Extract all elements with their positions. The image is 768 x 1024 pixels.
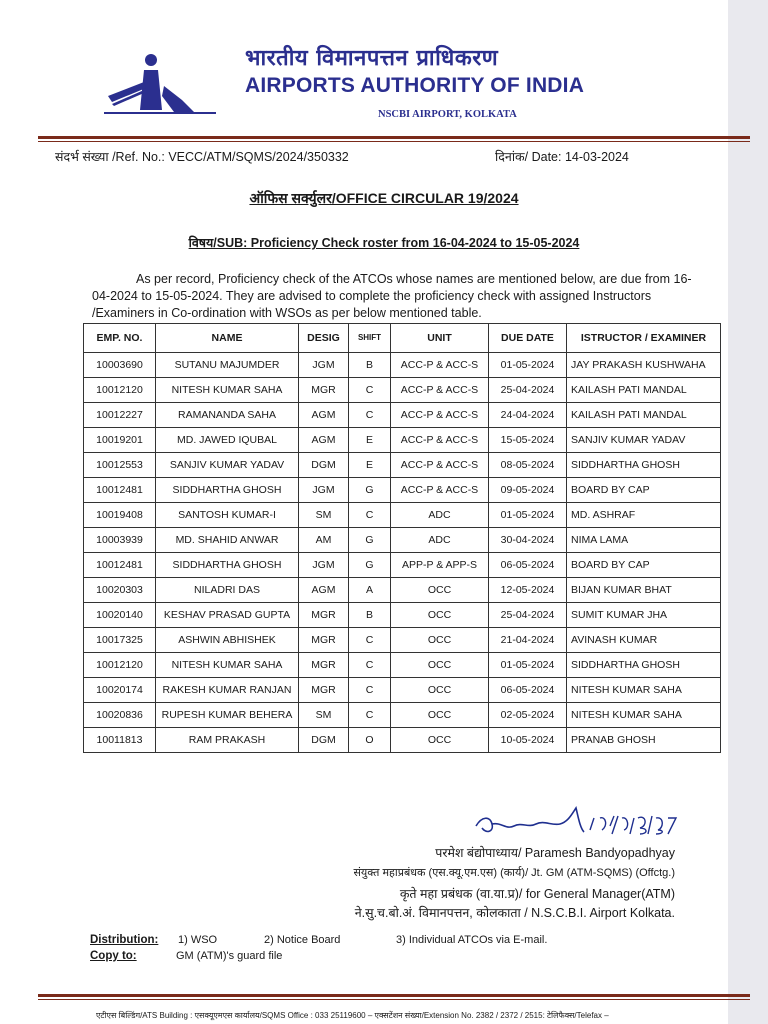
cell-desig: JGM — [299, 553, 349, 578]
cell-due-date: 01-05-2024 — [489, 503, 567, 528]
cell-name: NITESH KUMAR SAHA — [156, 378, 299, 403]
cell-desig: AGM — [299, 428, 349, 453]
table-row — [84, 628, 721, 653]
org-name-english: AIRPORTS AUTHORITY OF INDIA — [245, 74, 585, 97]
cell-instructor: PRANAB GHOSH — [567, 728, 721, 753]
cell-emp-no: 10012120 — [84, 653, 156, 678]
cell-shift: C — [349, 653, 391, 678]
cell-instructor: SUMIT KUMAR JHA — [567, 603, 721, 628]
page-edge — [728, 0, 768, 1024]
cell-name: SIDDHARTHA GHOSH — [156, 478, 299, 503]
table-row — [84, 653, 721, 678]
signatory-designation: संयुक्त महाप्रबंधक (एस.क्यू.एम.एस) (कार्य)/ Jt. GM (ATM-SQMS) (Offctg.) — [353, 867, 675, 879]
cell-instructor: AVINASH KUMAR — [567, 628, 721, 653]
cell-due-date: 25-04-2024 — [489, 378, 567, 403]
cell-name: MD. JAWED IQUBAL — [156, 428, 299, 453]
cell-shift: O — [349, 728, 391, 753]
cell-unit: OCC — [391, 578, 489, 603]
cell-emp-no: 10019201 — [84, 428, 156, 453]
cell-desig: MGR — [299, 653, 349, 678]
cell-desig: AGM — [299, 578, 349, 603]
aai-logo-icon — [104, 52, 216, 118]
cell-shift: C — [349, 628, 391, 653]
cell-unit: ACC-P & ACC-S — [391, 353, 489, 378]
cell-unit: ACC-P & ACC-S — [391, 428, 489, 453]
cell-instructor: JAY PRAKASH KUSHWAHA — [567, 353, 721, 378]
cell-shift: G — [349, 478, 391, 503]
cell-unit: ADC — [391, 528, 489, 553]
table-row — [84, 478, 721, 503]
cell-desig: AM — [299, 528, 349, 553]
signatory-name: परमेश बंद्योपाध्याय/ Paramesh Bandyopadhyay — [435, 846, 675, 860]
table-row — [84, 553, 721, 578]
cell-unit: OCC — [391, 603, 489, 628]
cell-unit: OCC — [391, 653, 489, 678]
cell-instructor: BOARD BY CAP — [567, 553, 721, 578]
cell-instructor: KAILASH PATI MANDAL — [567, 403, 721, 428]
cell-name: SANTOSH KUMAR-I — [156, 503, 299, 528]
body-paragraph: As per record, Proficiency check of the ATCOs whose names are mentioned below, are due from 16-04-2024 to 15-05-2024. They are advised to complete the proficiency check with assigned Instructors /Examiners in Co-ordination with WSOs as per below mentioned table. — [92, 272, 692, 320]
roster-body — [84, 353, 721, 753]
cell-emp-no: 10020140 — [84, 603, 156, 628]
cell-name: RAMANANDA SAHA — [156, 403, 299, 428]
cell-desig: SM — [299, 703, 349, 728]
cell-shift: E — [349, 428, 391, 453]
col-header-shift: SHIFT — [349, 324, 391, 353]
distribution-item: 1) WSO — [178, 934, 218, 946]
cell-due-date: 06-05-2024 — [489, 678, 567, 703]
handwritten-signature — [472, 804, 682, 844]
reference-number: संदर्भ संख्या /Ref. No.: VECC/ATM/SQMS/2024/350332 — [55, 150, 349, 164]
cell-due-date: 09-05-2024 — [489, 478, 567, 503]
cell-desig: SM — [299, 503, 349, 528]
cell-unit: APP-P & APP-S — [391, 553, 489, 578]
col-header-instructor: ISTRUCTOR / EXAMINER — [567, 324, 721, 353]
cell-emp-no: 10017325 — [84, 628, 156, 653]
header-divider — [38, 136, 750, 139]
table-header-row — [84, 324, 721, 353]
cell-instructor: SIDDHARTHA GHOSH — [567, 653, 721, 678]
cell-unit: ACC-P & ACC-S — [391, 403, 489, 428]
cell-due-date: 01-05-2024 — [489, 353, 567, 378]
cell-shift: G — [349, 528, 391, 553]
footer-divider-thin — [38, 999, 750, 1000]
cell-emp-no: 10012553 — [84, 453, 156, 478]
cell-desig: MGR — [299, 678, 349, 703]
cell-instructor: KAILASH PATI MANDAL — [567, 378, 721, 403]
signatory-for-line: कृते महा प्रबंधक (वा.या.प्र)/ for General Manager(ATM) — [399, 887, 675, 901]
table-row — [84, 578, 721, 603]
cell-due-date: 10-05-2024 — [489, 728, 567, 753]
cell-emp-no: 10020303 — [84, 578, 156, 603]
copy-to-label: Copy to: — [90, 950, 137, 962]
cell-unit: OCC — [391, 628, 489, 653]
cell-name: RAM PRAKASH — [156, 728, 299, 753]
cell-name: KESHAV PRASAD GUPTA — [156, 603, 299, 628]
cell-unit: ACC-P & ACC-S — [391, 478, 489, 503]
cell-shift: B — [349, 353, 391, 378]
airport-name: NSCBI AIRPORT, KOLKATA — [378, 109, 517, 120]
distribution-item: 2) Notice Board — [264, 934, 341, 946]
col-header-desig: DESIG — [299, 324, 349, 353]
cell-shift: C — [349, 678, 391, 703]
cell-unit: ADC — [391, 503, 489, 528]
cell-instructor: BIJAN KUMAR BHAT — [567, 578, 721, 603]
cell-desig: MGR — [299, 378, 349, 403]
cell-shift: A — [349, 578, 391, 603]
subject-line: विषय/SUB: Proficiency Check roster from 16-04-2024 to 15-05-2024 — [188, 236, 580, 250]
cell-due-date: 25-04-2024 — [489, 603, 567, 628]
table-row — [84, 503, 721, 528]
table-row — [84, 703, 721, 728]
cell-due-date: 24-04-2024 — [489, 403, 567, 428]
signatory-office: ने.सु.च.बो.अं. विमानपत्तन, कोलकाता / N.S.C.B.I. Airport Kolkata. — [354, 906, 675, 920]
col-header-unit: UNIT — [391, 324, 489, 353]
cell-name: SUTANU MAJUMDER — [156, 353, 299, 378]
roster-table — [83, 323, 721, 753]
cell-name: NITESH KUMAR SAHA — [156, 653, 299, 678]
cell-desig: DGM — [299, 453, 349, 478]
footer-divider — [38, 994, 750, 997]
cell-name: MD. SHAHID ANWAR — [156, 528, 299, 553]
cell-desig: JGM — [299, 353, 349, 378]
cell-desig: MGR — [299, 603, 349, 628]
cell-emp-no: 10012120 — [84, 378, 156, 403]
cell-due-date: 30-04-2024 — [489, 528, 567, 553]
cell-shift: G — [349, 553, 391, 578]
cell-shift: C — [349, 378, 391, 403]
distribution-item: 3) Individual ATCOs via E-mail. — [396, 934, 548, 946]
cell-desig: MGR — [299, 628, 349, 653]
table-row — [84, 728, 721, 753]
cell-name: SANJIV KUMAR YADAV — [156, 453, 299, 478]
cell-desig: AGM — [299, 403, 349, 428]
table-row — [84, 403, 721, 428]
cell-due-date: 21-04-2024 — [489, 628, 567, 653]
cell-unit: OCC — [391, 728, 489, 753]
cell-emp-no: 10011813 — [84, 728, 156, 753]
distribution-label: Distribution: — [90, 934, 159, 946]
cell-shift: C — [349, 403, 391, 428]
cell-due-date: 02-05-2024 — [489, 703, 567, 728]
table-row — [84, 353, 721, 378]
cell-name: SIDDHARTHA GHOSH — [156, 553, 299, 578]
cell-due-date: 08-05-2024 — [489, 453, 567, 478]
cell-instructor: SANJIV KUMAR YADAV — [567, 428, 721, 453]
cell-shift: C — [349, 503, 391, 528]
cell-emp-no: 10012481 — [84, 553, 156, 578]
table-row — [84, 528, 721, 553]
cell-name: RAKESH KUMAR RANJAN — [156, 678, 299, 703]
cell-due-date: 01-05-2024 — [489, 653, 567, 678]
circular-date: दिनांक/ Date: 14-03-2024 — [495, 150, 629, 164]
cell-shift: C — [349, 703, 391, 728]
cell-desig: DGM — [299, 728, 349, 753]
cell-instructor: NITESH KUMAR SAHA — [567, 703, 721, 728]
col-header-emp-no: EMP. NO. — [84, 324, 156, 353]
cell-emp-no: 10012481 — [84, 478, 156, 503]
cell-unit: ACC-P & ACC-S — [391, 378, 489, 403]
cell-unit: OCC — [391, 703, 489, 728]
circular-title: ऑफिस सर्क्युलर/OFFICE CIRCULAR 19/2024 — [249, 190, 519, 206]
footer-contact: एटीएस बिल्डिंग/ATS Building : एसक्यूएमएस कार्यालय/SQMS Office : 033 25119600 – एक्सटेंशन संख्या/Extension No. 2382 / 2372 / 2515: टेलिफैक्स/Telefax – — [96, 1011, 609, 1020]
cell-emp-no: 10012227 — [84, 403, 156, 428]
cell-instructor: NIMA LAMA — [567, 528, 721, 553]
table-row — [84, 453, 721, 478]
table-row — [84, 603, 721, 628]
col-header-due-date: DUE DATE — [489, 324, 567, 353]
cell-emp-no: 10003939 — [84, 528, 156, 553]
table-row — [84, 378, 721, 403]
cell-shift: B — [349, 603, 391, 628]
cell-due-date: 06-05-2024 — [489, 553, 567, 578]
cell-due-date: 15-05-2024 — [489, 428, 567, 453]
table-row — [84, 678, 721, 703]
org-name-hindi: भारतीय विमानपत्तन प्राधिकरण — [245, 46, 499, 71]
cell-shift: E — [349, 453, 391, 478]
cell-emp-no: 10019408 — [84, 503, 156, 528]
cell-emp-no: 10003690 — [84, 353, 156, 378]
cell-emp-no: 10020174 — [84, 678, 156, 703]
cell-due-date: 12-05-2024 — [489, 578, 567, 603]
cell-instructor: SIDDHARTHA GHOSH — [567, 453, 721, 478]
cell-unit: OCC — [391, 678, 489, 703]
cell-name: RUPESH KUMAR BEHERA — [156, 703, 299, 728]
cell-unit: ACC-P & ACC-S — [391, 453, 489, 478]
cell-instructor: NITESH KUMAR SAHA — [567, 678, 721, 703]
table-row — [84, 428, 721, 453]
cell-emp-no: 10020836 — [84, 703, 156, 728]
col-header-name: NAME — [156, 324, 299, 353]
cell-instructor: MD. ASHRAF — [567, 503, 721, 528]
header-divider-thin — [38, 141, 750, 142]
cell-desig: JGM — [299, 478, 349, 503]
cell-instructor: BOARD BY CAP — [567, 478, 721, 503]
cell-name: NILADRI DAS — [156, 578, 299, 603]
copy-to-value: GM (ATM)'s guard file — [176, 950, 283, 962]
cell-name: ASHWIN ABHISHEK — [156, 628, 299, 653]
